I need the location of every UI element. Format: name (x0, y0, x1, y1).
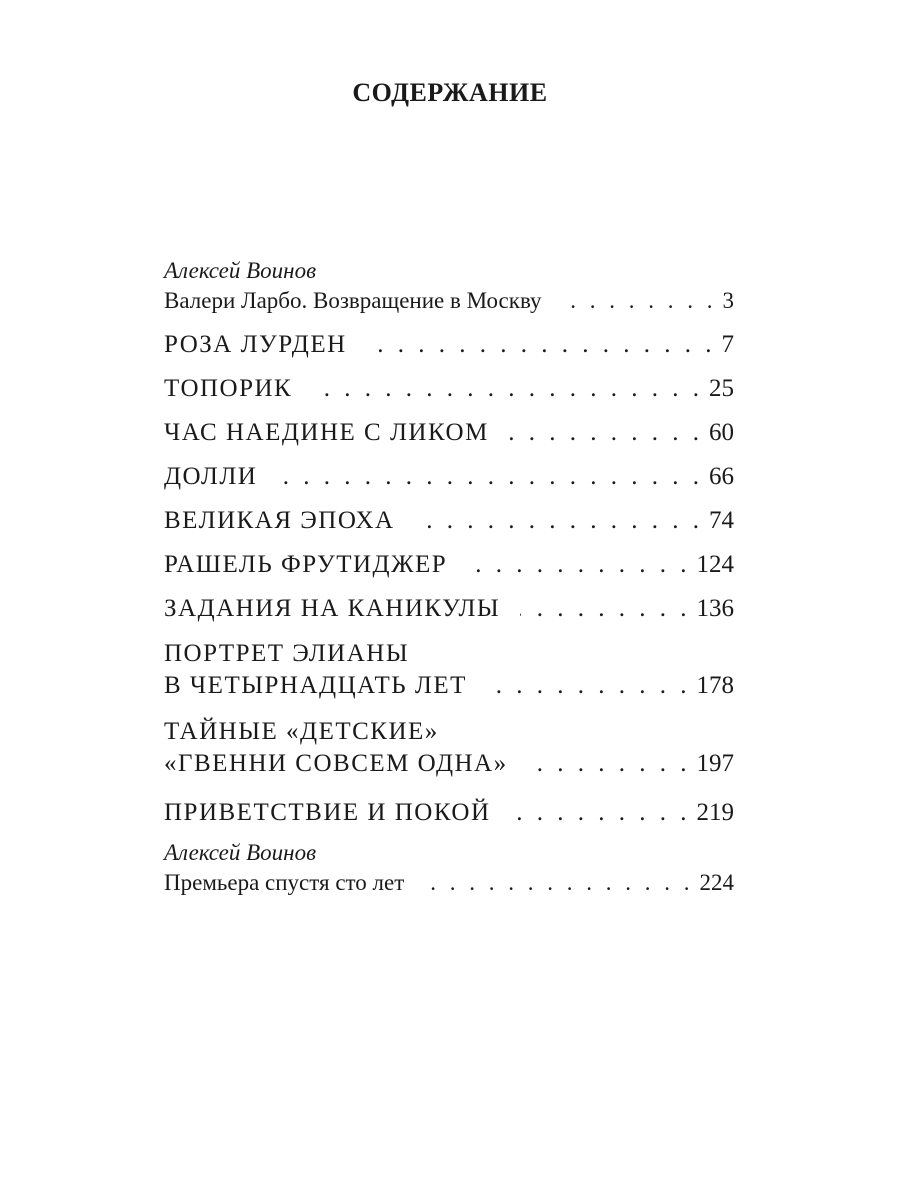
entry-page: 197 (696, 750, 734, 777)
entry-page: 7 (721, 331, 734, 358)
dot-leader (509, 418, 703, 448)
entry-page: 66 (709, 463, 734, 490)
entry-title: ТОПОРИК (164, 375, 293, 402)
entry-page: 3 (722, 288, 734, 313)
toc-entry-velikaya-epokha[interactable] (164, 506, 734, 536)
dot-leader (415, 506, 703, 536)
toc-entry-premiera[interactable] (164, 868, 734, 898)
toc-entry-zadaniya[interactable] (164, 594, 734, 624)
intro-author: Алексей Воинов (164, 258, 317, 283)
dot-leader (367, 330, 716, 360)
entry-page: 74 (709, 507, 734, 534)
page-title: СОДЕРЖАНИЕ (352, 78, 548, 107)
entry-page: 60 (709, 419, 734, 446)
entry-page: 219 (696, 799, 734, 826)
toc-entry-dolli[interactable] (164, 462, 734, 492)
entry-title: ПРИВЕТСТВИЕ И ПОКОЙ (164, 799, 491, 826)
toc-entry-roza-lurden[interactable] (164, 330, 734, 360)
entry-title: ЧАС НАЕДИНЕ С ЛИКОМ (164, 419, 489, 446)
table-of-contents (164, 256, 734, 898)
dot-leader (312, 374, 703, 404)
entry-title: ЗАДАНИЯ НА КАНИКУЛЫ (164, 595, 501, 622)
entry-page: 25 (709, 375, 734, 402)
dot-leader (487, 670, 691, 702)
entry-title: ДОЛЛИ (164, 463, 258, 490)
dot-leader (467, 550, 690, 580)
entry-title: РОЗА ЛУРДЕН (164, 331, 347, 358)
dot-leader (520, 594, 690, 624)
toc-entry-rashel-frutidzher[interactable] (164, 550, 734, 580)
toc-entry-intro[interactable] (164, 286, 734, 316)
toc-entry-toporik[interactable] (164, 374, 734, 404)
entry-page: 178 (696, 672, 734, 699)
entry-page: 136 (696, 595, 734, 622)
dot-leader (424, 868, 693, 898)
dot-leader (528, 748, 691, 780)
dot-leader (277, 462, 703, 492)
toc-entry-portret-eliany[interactable] (164, 638, 734, 702)
entry-title-line1: ТАЙНЫЕ «ДЕТСКИЕ» (164, 718, 439, 745)
toc-entry-chas-naedine[interactable] (164, 418, 734, 448)
entry-title-line2: В ЧЕТЫРНАДЦАТЬ ЛЕТ (164, 672, 467, 699)
entry-title: ВЕЛИКАЯ ЭПОХА (164, 507, 395, 534)
toc-entry-taynye-detskie[interactable] (164, 716, 734, 780)
entry-title: Премьера спустя сто лет (164, 870, 405, 895)
entry-title: Валери Ларбо. Возвращение в Москву (164, 288, 542, 313)
outro-author: Алексей Воинов (164, 840, 317, 865)
entry-page: 124 (696, 551, 734, 578)
dot-leader (511, 798, 691, 828)
dot-leader (562, 286, 717, 316)
entry-title: РАШЕЛЬ ФРУТИДЖЕР (164, 551, 448, 578)
toc-entry-privetstvie[interactable] (164, 798, 734, 828)
entry-title-line1: ПОРТРЕТ ЭЛИАНЫ (164, 640, 410, 667)
entry-page: 224 (699, 870, 734, 895)
entry-title-line2: «ГВЕННИ СОВСЕМ ОДНА» (164, 750, 508, 777)
